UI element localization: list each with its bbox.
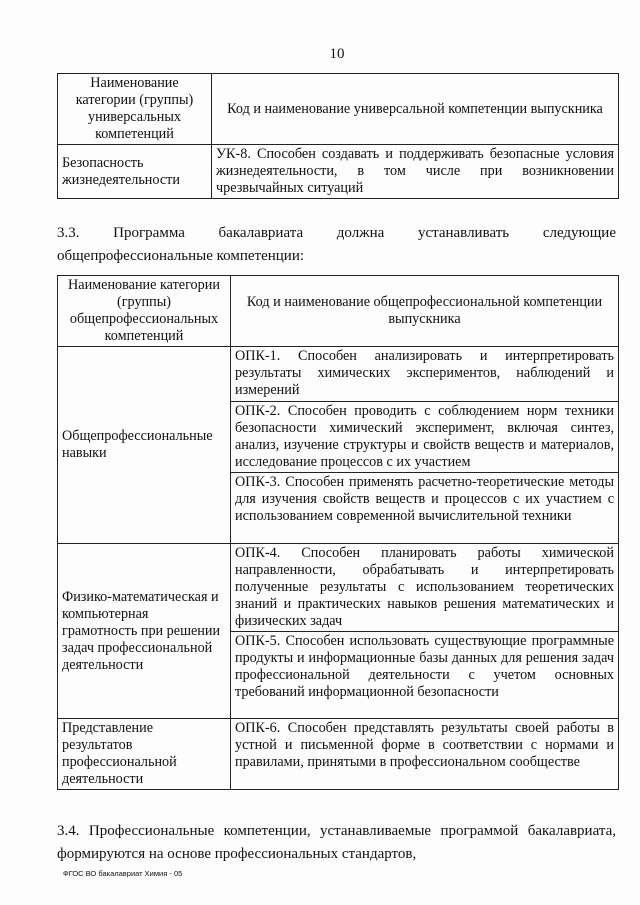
category-cell: Представление результатов профессиональной деятельности bbox=[58, 719, 231, 790]
header-code: Код и наименование универсальной компетенции выпускника bbox=[212, 74, 619, 145]
paragraph-3-3: 3.3. Программа бакалавриата должна устанавливать следующие общепрофессиональные компетенции: bbox=[57, 225, 616, 264]
category-cell: Физико-математическая и компьютерная грамотность при решении задач профессиональной деятельности bbox=[58, 544, 231, 719]
header-category: Наименование категории (группы) общепрофессиональных компетенций bbox=[58, 276, 231, 347]
header-category: Наименование категории (группы) универсальных компетенций bbox=[58, 74, 212, 145]
page-number: 10 bbox=[329, 46, 345, 62]
competence-cell: ОПК-3. Способен применять расчетно-теоретические методы для изучения свойств веществ и процессов с их участием с использованием современной вычислительной техники bbox=[231, 473, 619, 544]
table-row bbox=[58, 145, 619, 199]
competence-cell: ОПК-1. Способен анализировать и интерпретировать результаты химических экспериментов, наблюдений и измерений bbox=[231, 347, 619, 402]
competence-cell: ОПК-5. Способен использовать существующие программные продукты и информационные базы данных для решения задач профессиональной деятельности с учетом основных требований информационной безопасности bbox=[231, 632, 619, 719]
competence-cell: УК-8. Способен создавать и поддерживать безопасные условия жизнедеятельности, в том числе при возникновении чрезвычайных ситуаций bbox=[212, 145, 619, 199]
table-header-row bbox=[58, 74, 619, 145]
competence-cell: ОПК-4. Способен планировать работы химической направленности, обрабатывать и интерпретировать полученные результаты с использованием теоретических знаний и практических навыков решения математических и физических задач bbox=[231, 544, 619, 632]
paragraph-3-4: 3.4. Профессиональные компетенции, устанавливаемые программой бакалавриата, формируются на основе профессиональных стандартов, bbox=[57, 823, 616, 862]
table-row bbox=[58, 347, 619, 402]
table-row bbox=[58, 719, 619, 790]
footer-note: ФГОС ВО бакалавриат Химия - 05 bbox=[63, 869, 183, 878]
competence-cell: ОПК-2. Способен проводить с соблюдением норм техники безопасности химический эксперимент, включая синтез, анализ, изучение структуры и свойств веществ и материалов, исследование процессов с их участием bbox=[231, 402, 619, 473]
competence-cell: ОПК-6. Способен представлять результаты своей работы в устной и письменной форме в соответствии с нормами и правилами, принятыми в профессиональном сообществе bbox=[231, 719, 619, 790]
category-cell: Общепрофессиональные навыки bbox=[58, 347, 231, 544]
header-code: Код и наименование общепрофессиональной компетенции выпускника bbox=[231, 276, 619, 347]
table-header-row bbox=[58, 276, 619, 347]
table-row bbox=[58, 544, 619, 632]
category-cell: Безопасность жизнедеятельности bbox=[58, 145, 212, 199]
general-competencies-table bbox=[57, 275, 619, 790]
universal-competencies-table bbox=[57, 73, 619, 199]
